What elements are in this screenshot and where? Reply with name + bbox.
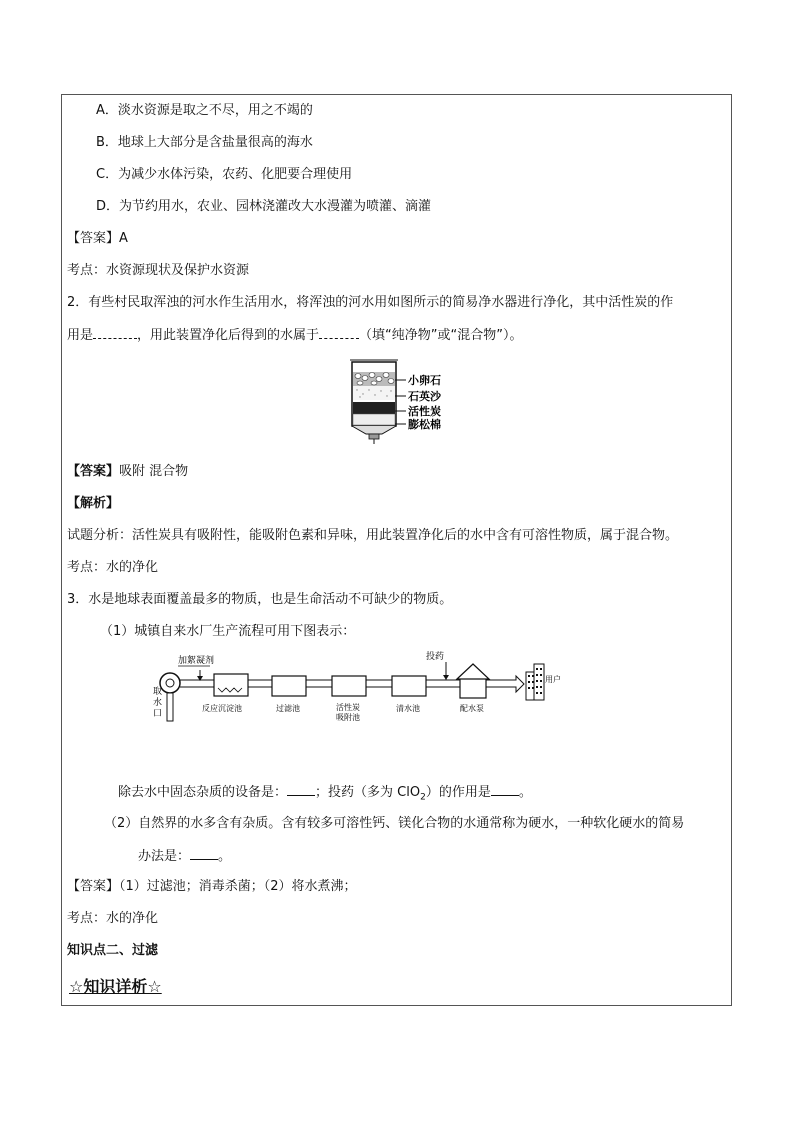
label-activated-carbon: 活性炭 <box>408 405 441 418</box>
q3-sub2-text: 办法是： <box>138 849 191 864</box>
q2-text-c: （填“纯净物”或“混合物”）。 <box>359 328 523 343</box>
q2-line2 <box>67 326 522 345</box>
intake-char-1: 取 <box>153 687 163 697</box>
label-quartz-sand: 石英沙 <box>408 390 441 403</box>
answer-value: 吸附 混合物 <box>119 464 189 479</box>
buildings-icon <box>526 664 544 700</box>
carbon-tank <box>332 676 366 696</box>
q3-sub1: （1）城镇自来水厂生产流程可用下图表示： <box>100 624 356 639</box>
tank-label-5: 清水池 <box>396 704 420 713</box>
pump-house <box>460 678 486 698</box>
q1-option-d: D．为节约用水，农业、园林浇灌改大水漫灌为喷灌、滴灌 <box>96 199 432 214</box>
q2-blank-2[interactable] <box>319 326 359 339</box>
q3-text-c: ）的作用是 <box>425 785 491 800</box>
clear-water-tank <box>392 676 426 696</box>
water-plant-flow-diagram <box>148 648 561 748</box>
q3-subscript: 2 <box>420 792 426 803</box>
activated-carbon-layer <box>353 402 395 414</box>
q3-sub2-end: 。 <box>218 849 232 864</box>
q3-answer <box>67 878 357 896</box>
answer-label: 【答案】 <box>67 231 120 246</box>
q2-text-a: 用是 <box>67 328 94 343</box>
q3-kaodian: 考点：水的净化 <box>67 911 159 926</box>
q2-line1: 2．有些村民取浑浊的河水作生活用水，将浑浊的河水用如图所示的简易净水器进行净化，其中活性炭的作 <box>67 295 674 310</box>
q3-text-d: 。 <box>518 785 532 800</box>
q3-blank-2[interactable] <box>491 783 519 796</box>
intake-char-3: 口 <box>153 709 163 719</box>
q3-text-b: ；投药（多为 ClO <box>315 785 421 800</box>
tank-label-4: 吸附池 <box>336 713 360 722</box>
tank-label-3: 活性炭 <box>336 703 360 712</box>
answer-label: 【答案】 <box>67 464 120 479</box>
q2-answer <box>67 463 188 481</box>
q3-sub2-line2 <box>138 847 231 866</box>
flocculant-label: 加絮凝剂 <box>178 656 215 666</box>
q1-option-b: B．地球上大部分是含盐量很高的海水 <box>96 135 313 150</box>
answer-value: （1）过滤池；消毒杀菌；（2）将水煮沸； <box>119 879 357 894</box>
q3-sub2-line1: （2）自然界的水多含有杂质。含有较多可溶性钙、镁化合物的水通常称为硬水，一种软化硬水的简易 <box>104 816 685 831</box>
q3-blank-1[interactable] <box>287 783 315 796</box>
q2-text-b: ，用此装置净化后得到的水属于 <box>137 328 320 343</box>
pump-label: 配水泵 <box>460 704 484 713</box>
q2-analysis: 试题分析：活性炭具有吸附性，能吸附色素和异味，用此装置净化后的水中含有可溶性物质，属于混合物。 <box>67 528 679 543</box>
section-heading: 知识点二、过滤 <box>67 943 159 958</box>
content-frame <box>61 94 732 1006</box>
q1-answer <box>67 230 128 248</box>
q1-option-a: A．淡水资源是取之不尽，用之不竭的 <box>96 103 313 118</box>
label-pebbles: 小卵石 <box>408 374 441 387</box>
filter-tank <box>272 676 306 696</box>
user-label: 用户 <box>545 675 561 684</box>
q3-text-a: 除去水中固态杂质的设备是： <box>118 785 288 800</box>
q3-intro: 3．水是地球表面覆盖最多的物质，也是生命活动不可缺少的物质。 <box>67 592 453 607</box>
sedimentation-tank <box>214 674 248 696</box>
q3-blank-line <box>118 783 532 807</box>
q3-blank-3[interactable] <box>190 847 218 860</box>
dose-label: 投药 <box>426 652 445 662</box>
intake-char-2: 水 <box>153 698 163 708</box>
q2-blank-1[interactable] <box>93 326 137 339</box>
label-cotton: 膨松棉 <box>408 418 441 431</box>
q1-kaodian: 考点：水资源现状及保护水资源 <box>67 263 250 278</box>
tank-label-1: 反应沉淀池 <box>202 704 242 713</box>
answer-value: A <box>119 231 128 246</box>
water-filter-diagram <box>340 356 460 446</box>
q1-option-c: C．为减少水体污染，农药、化肥要合理使用 <box>96 167 353 182</box>
answer-label: 【答案】 <box>67 879 120 894</box>
q2-jiexi-label: 【解析】 <box>67 496 120 511</box>
section-subheading: ☆知识详析☆ <box>69 977 162 996</box>
tank-label-2: 过滤池 <box>276 704 300 713</box>
q2-kaodian: 考点：水的净化 <box>67 560 159 575</box>
